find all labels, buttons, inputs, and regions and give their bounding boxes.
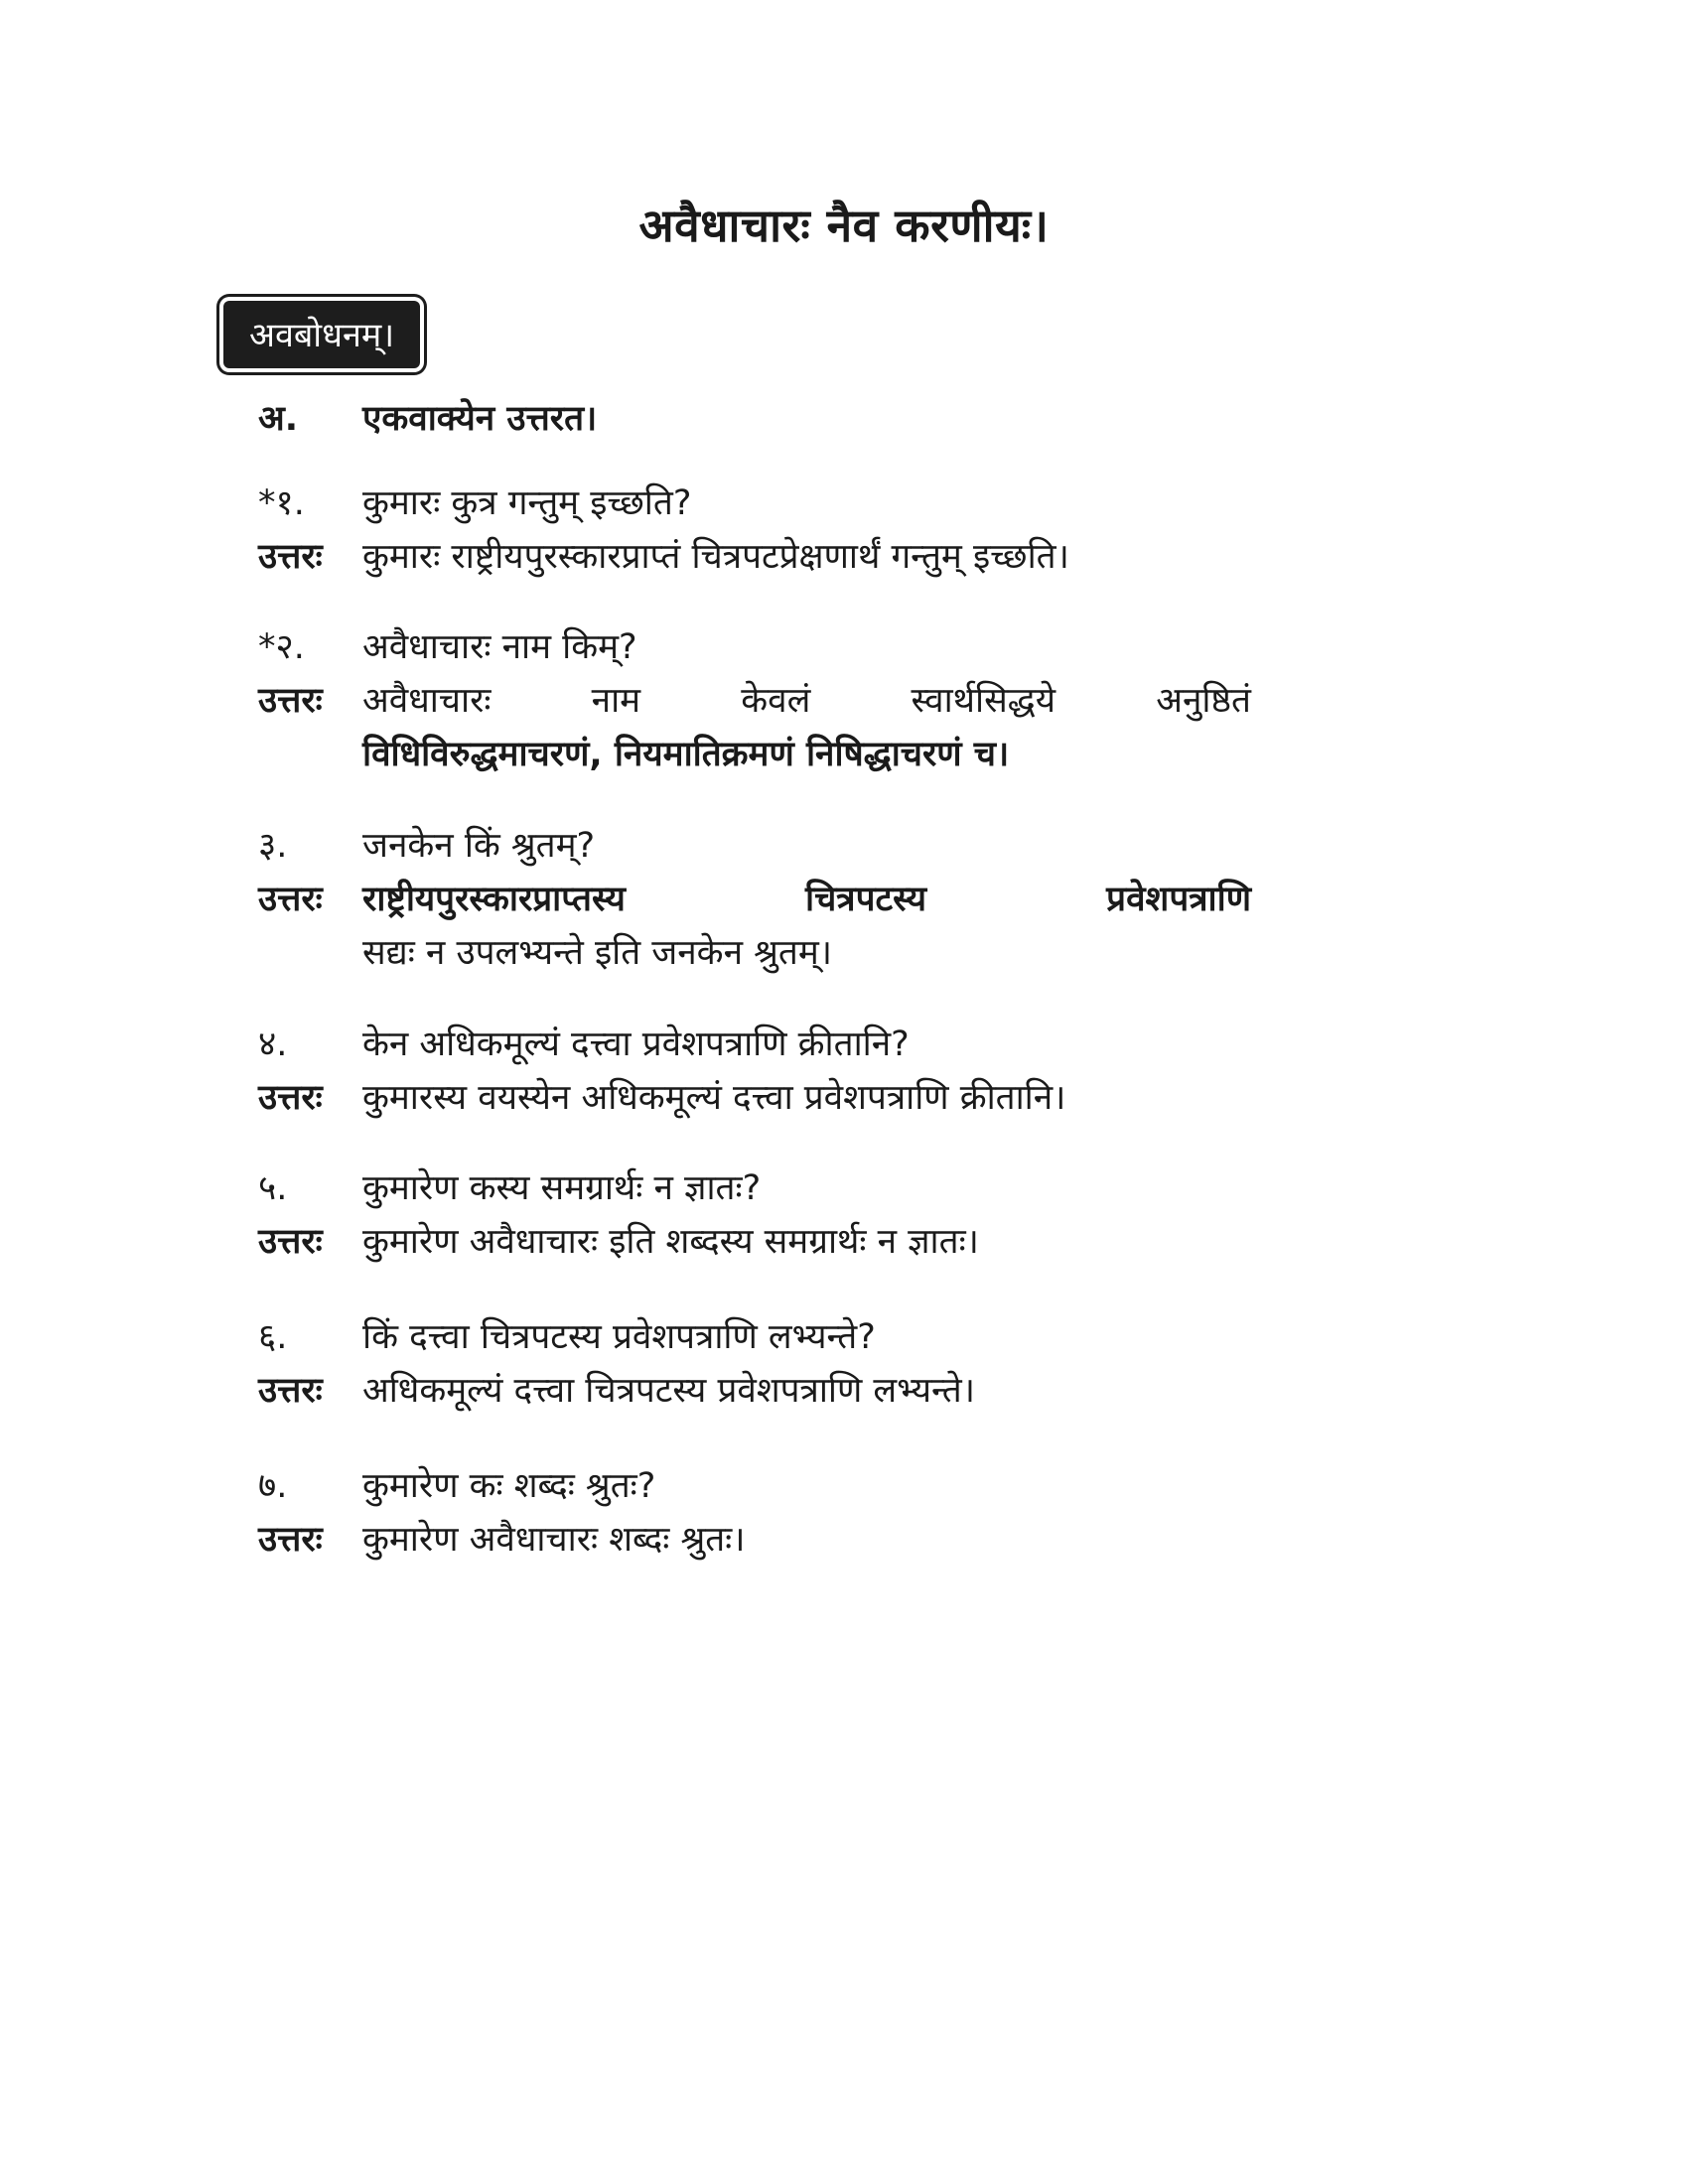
answer-label: उत्तरः: [258, 1222, 323, 1262]
answer-text-line-2: सद्यः न उपलभ्यन्ते इति जनकेन श्रुतम्।: [362, 933, 833, 973]
answer-text: कुमारेण अवैधाचारः इति शब्दस्य समग्रार्थः न ज्ञातः।: [362, 1222, 979, 1262]
section-instruction: एकवाक्येन उत्तरत।: [362, 399, 598, 439]
question-number: *१.: [258, 483, 305, 523]
answer-text: अधिकमूल्यं दत्त्वा चित्रपटस्य प्रवेशपत्राणि लभ्यन्ते।: [362, 1371, 975, 1411]
section-label: अ.: [258, 399, 299, 439]
question-block-3: [258, 819, 1251, 980]
question-text: जनकेन किं श्रुतम्?: [362, 826, 596, 866]
answer-label: उत्तरः: [258, 1520, 323, 1560]
question-text: कुमारेण कस्य समग्रार्थः न ज्ञातः?: [362, 1168, 762, 1208]
answer-label: उत्तरः: [258, 1371, 323, 1411]
question-block-6: [258, 1310, 1251, 1418]
question-text: केन अधिकमूल्यं दत्त्वा प्रवेशपत्राणि क्रीतानि?: [362, 1024, 910, 1064]
question-block-7: [258, 1459, 1251, 1567]
answer-text: कुमारेण अवैधाचारः शब्दः श्रुतः।: [362, 1520, 746, 1560]
question-block-2: [258, 620, 1251, 781]
question-number: ६.: [258, 1317, 288, 1357]
question-number: *२.: [258, 627, 305, 667]
answer-text: कुमारः राष्ट्रीयपुरस्कारप्राप्तं चित्रपटप्रेक्षणार्थं गन्तुम् इच्छति।: [362, 537, 1069, 577]
answer-label: उत्तरः: [258, 537, 323, 577]
question-block-5: [258, 1161, 1251, 1269]
question-text: कुमारेण कः शब्दः श्रुतः?: [362, 1466, 656, 1506]
answer-label: उत्तरः: [258, 880, 323, 919]
question-number: ७.: [258, 1466, 288, 1506]
answer-text-line-1: राष्ट्रीयपुरस्कारप्राप्तस्य चित्रपटस्य प्रवेशपत्राणि: [362, 880, 1251, 919]
page-title: अवैधाचारः नैव करणीयः।: [638, 199, 1050, 252]
section-badge: अवबोधनम्।: [223, 301, 420, 368]
question-number: ५.: [258, 1168, 288, 1208]
section-heading: [258, 392, 1251, 446]
answer-text-line-2: विधिविरुद्धमाचरणं, नियमातिक्रमणं निषिद्धाचरणं च।: [362, 735, 1010, 774]
answer-text: कुमारस्य वयस्येन अधिकमूल्यं दत्त्वा प्रवेशपत्राणि क्रीतानि।: [362, 1078, 1066, 1118]
question-text: अवैधाचारः नाम किम्?: [362, 627, 637, 667]
question-block-1: [258, 477, 1251, 584]
answer-text-line-1: अवैधाचारः नाम केवलं स्वार्थसिद्धये अनुष्ठितं: [362, 681, 1251, 721]
question-number: ३.: [258, 826, 288, 866]
question-number: ४.: [258, 1024, 288, 1064]
answer-label: उत्तरः: [258, 681, 323, 721]
question-text: कुमारः कुत्र गन्तुम् इच्छति?: [362, 483, 692, 523]
question-block-4: [258, 1018, 1251, 1125]
answer-label: उत्तरः: [258, 1078, 323, 1118]
question-text: किं दत्त्वा चित्रपटस्य प्रवेशपत्राणि लभ्यन्ते?: [362, 1317, 876, 1357]
